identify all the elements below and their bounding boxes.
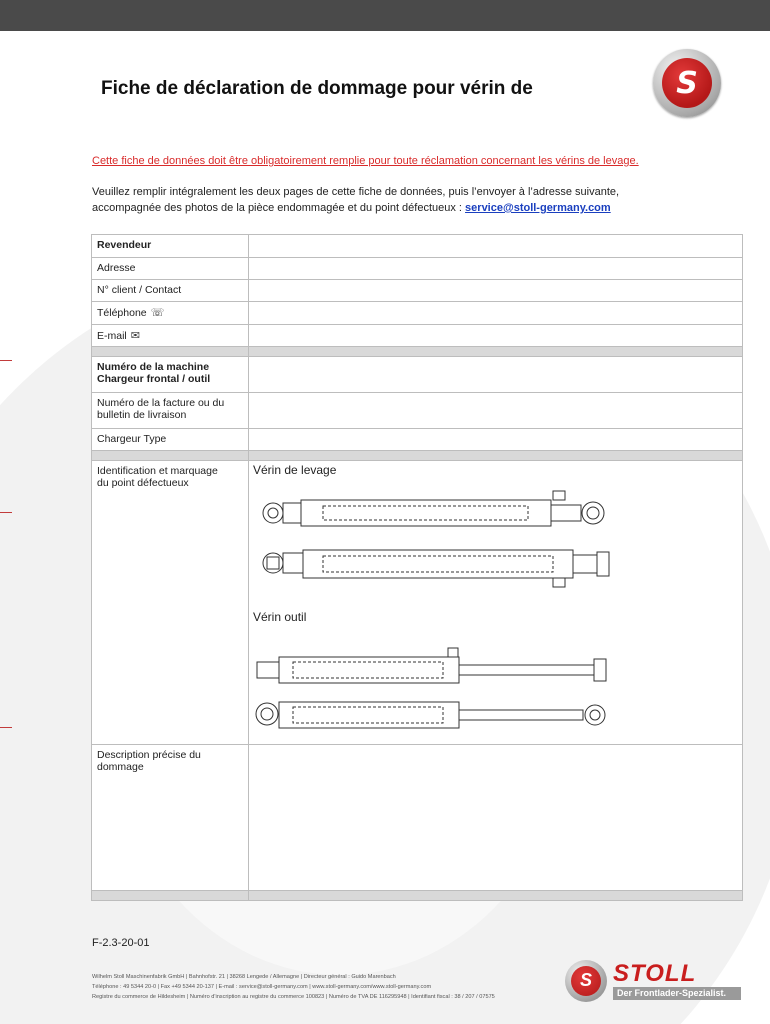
label-damage-description: Description précise du dommage bbox=[92, 745, 249, 891]
section-separator bbox=[92, 891, 249, 901]
lift-cylinder-drawing[interactable] bbox=[253, 485, 613, 600]
label-invoice-number: Numéro de la facture ou du bulletin de livraison bbox=[92, 393, 249, 429]
field-machine-number[interactable] bbox=[249, 357, 743, 393]
section-separator bbox=[249, 451, 743, 461]
field-adresse[interactable] bbox=[249, 258, 743, 280]
section-separator bbox=[92, 451, 249, 461]
field-telephone[interactable] bbox=[249, 302, 743, 325]
label-identification: Identification et marquage du point défectueux bbox=[92, 461, 249, 745]
instructions-line: Veuillez remplir intégralement les deux pages de cette fiche de données, puis l’envoyer à l’adresse suivante, bbox=[92, 186, 620, 198]
document-code: F-2.3-20-01 bbox=[92, 937, 150, 949]
label-client-contact: N° client / Contact bbox=[92, 280, 249, 302]
instructions bbox=[92, 184, 712, 216]
field-client-contact[interactable] bbox=[249, 280, 743, 302]
page-title: Fiche de déclaration de dommage pour vérin de bbox=[101, 78, 533, 99]
section-separator bbox=[92, 347, 249, 357]
tool-cylinder-title: Vérin outil bbox=[253, 610, 307, 624]
footer-line: Registre du commerce de Hildesheim | Numéro d'inscription au registre du commerce 100823 | Numéro de TVA DE 116295948 | Identifiant fiscal : 38 / 207 / 07575 bbox=[92, 994, 495, 1000]
instructions-line: accompagnée des photos de la pièce endommagée et du point défectueux : service@stoll-germany.com bbox=[92, 202, 611, 214]
brand-slogan: Der Frontlader-Spezialist. bbox=[613, 987, 741, 1000]
label-revendeur: Revendeur bbox=[92, 235, 249, 258]
stoll-badge-logo: S bbox=[653, 49, 721, 117]
label-email: E-mail ✉ bbox=[92, 325, 249, 347]
label-telephone: Téléphone ☏ bbox=[92, 302, 249, 325]
stoll-brand-logo bbox=[565, 960, 745, 1002]
field-revendeur[interactable] bbox=[249, 235, 743, 258]
brand-name: STOLL bbox=[613, 960, 697, 987]
stoll-ball-icon: S bbox=[565, 960, 607, 1002]
section-separator bbox=[249, 347, 743, 357]
damage-form-table bbox=[91, 234, 743, 901]
label-adresse: Adresse bbox=[92, 258, 249, 280]
field-chargeur-type[interactable] bbox=[249, 429, 743, 451]
field-invoice-number[interactable] bbox=[249, 393, 743, 429]
tool-cylinder-drawing[interactable] bbox=[253, 632, 613, 742]
company-footer bbox=[92, 972, 495, 1002]
envelope-icon: ✉ bbox=[130, 330, 140, 342]
phone-icon: ☏ bbox=[150, 307, 165, 319]
label-chargeur-type: Chargeur Type bbox=[92, 429, 249, 451]
field-identification[interactable] bbox=[249, 461, 743, 745]
lift-cylinder-title: Vérin de levage bbox=[253, 463, 337, 477]
field-email[interactable] bbox=[249, 325, 743, 347]
footer-line: Wilhelm Stoll Maschinenfabrik GmbH | Bahnhofstr. 21 | 38268 Lengede / Allemagne | Directeur général : Guido Marenbach bbox=[92, 974, 396, 980]
label-machine-number: Numéro de la machine Chargeur frontal / outil bbox=[92, 357, 249, 393]
mandatory-notice: Cette fiche de données doit être obligatoirement remplie pour toute réclamation concernant les vérins de levage. bbox=[92, 155, 639, 167]
section-separator bbox=[249, 891, 743, 901]
service-email-link[interactable]: service@stoll-germany.com bbox=[465, 202, 611, 214]
footer-line: Téléphone : 49 5344 20-0 | Fax +49 5344 20-137 | E-mail : service@stoll-germany.com | www.stoll-germany.com/www.stoll-germany.com bbox=[92, 984, 432, 990]
field-damage-description[interactable] bbox=[249, 745, 743, 891]
